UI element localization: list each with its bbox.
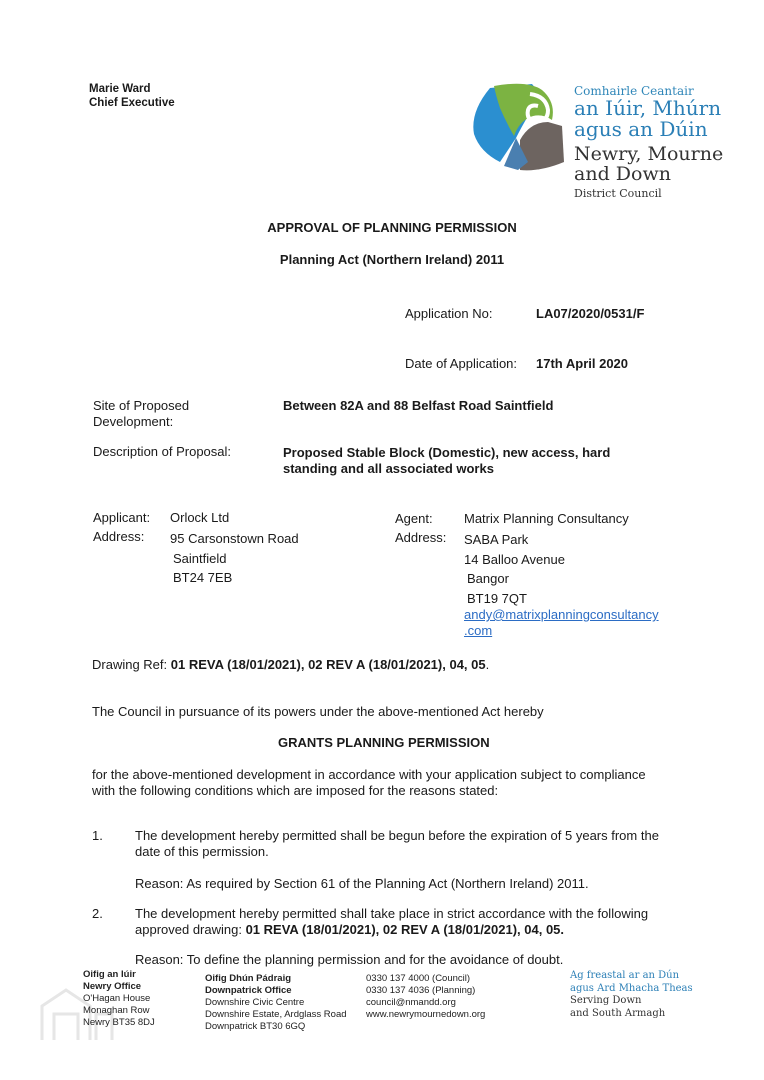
footer-downpatrick-line: Downpatrick BT30 6GQ bbox=[205, 1021, 306, 1032]
agent-name: Matrix Planning Consultancy bbox=[464, 511, 629, 526]
condition-number: 2. bbox=[92, 906, 103, 921]
footer-downpatrick-line: Downshire Estate, Ardglass Road bbox=[205, 1009, 347, 1020]
condition-text bbox=[135, 906, 695, 938]
site-value: Between 82A and 88 Belfast Road Saintfield bbox=[283, 398, 554, 413]
footer-tagline bbox=[570, 970, 693, 1020]
signatory bbox=[89, 82, 175, 110]
applicant-address-label: Address: bbox=[93, 529, 145, 544]
footer-phone-planning: 0330 137 4036 (Planning) bbox=[366, 985, 476, 996]
agent-address-line: SABA Park bbox=[464, 532, 529, 547]
footer-website[interactable]: www.newrymournedown.org bbox=[366, 1009, 486, 1020]
drawing-ref bbox=[92, 657, 489, 673]
document-title: APPROVAL OF PLANNING PERMISSION bbox=[267, 220, 517, 235]
drawing-ref-value: 01 REVA (18/01/2021), 02 REV A (18/01/2021), 04, 05 bbox=[170, 657, 486, 672]
applicant-address-line: 95 Carsonstown Road bbox=[170, 531, 299, 546]
condition-text-line2 bbox=[135, 922, 695, 938]
conditions-intro bbox=[92, 767, 692, 799]
logo-english-line3: District Council bbox=[574, 187, 662, 200]
footer-tagline-english2: and South Armagh bbox=[570, 1007, 666, 1019]
agent-address-line: 14 Balloo Avenue bbox=[464, 551, 565, 567]
footer-newry-office bbox=[83, 969, 155, 1029]
condition-text bbox=[135, 828, 695, 860]
condition-reason: Reason: As required by Section 61 of the Planning Act (Northern Ireland) 2011. bbox=[135, 876, 589, 891]
footer-email[interactable]: council@nmandd.org bbox=[366, 997, 456, 1008]
condition-text-line1: The development hereby permitted shall take place in strict accordance with the following bbox=[135, 906, 649, 921]
council-logo-icon bbox=[470, 82, 570, 174]
signatory-name: Marie Ward bbox=[89, 83, 151, 95]
logo-english-line1: Newry, Mourne bbox=[574, 143, 724, 165]
application-no-label: Application No: bbox=[405, 306, 493, 321]
footer-newry-irish: Oifig an Iúir bbox=[83, 969, 136, 980]
condition-text-line2-bold: 01 REVA (18/01/2021), 02 REV A (18/01/2021), 04, 05. bbox=[245, 922, 565, 937]
condition-reason: Reason: To define the planning permission and for the avoidance of doubt. bbox=[135, 952, 564, 967]
council-logo-text bbox=[574, 84, 723, 200]
condition-number: 1. bbox=[92, 828, 103, 843]
agent-address-line: Bangor bbox=[467, 571, 509, 586]
logo-irish-line1: an Iúir, Mhúrn bbox=[574, 96, 722, 120]
footer-downpatrick-office bbox=[205, 973, 347, 1033]
footer-newry-line: O'Hagan House bbox=[83, 993, 151, 1004]
site-label bbox=[93, 398, 189, 430]
agent-address-line: BT19 7QT bbox=[467, 590, 527, 606]
applicant-address bbox=[170, 529, 299, 588]
application-date-label: Date of Application: bbox=[405, 356, 518, 371]
footer-downpatrick-line: Downshire Civic Centre bbox=[205, 997, 305, 1008]
intro-text: The Council in pursuance of its powers under the above-mentioned Act hereby bbox=[92, 704, 544, 719]
drawing-ref-end: . bbox=[485, 657, 490, 672]
application-no-value: LA07/2020/0531/F bbox=[536, 306, 645, 321]
conditions-intro-line2: with the following conditions which are imposed for the reasons stated: bbox=[92, 783, 499, 798]
footer-tagline-english1: Serving Down bbox=[570, 995, 642, 1006]
application-date-value: 17th April 2020 bbox=[536, 356, 629, 371]
logo-irish-line2: agus an Dúin bbox=[574, 117, 708, 141]
applicant-name: Orlock Ltd bbox=[170, 510, 230, 525]
footer-downpatrick-title: Downpatrick Office bbox=[205, 985, 292, 996]
condition-text-line1: The development hereby permitted shall be begun before the expiration of 5 years from the bbox=[135, 828, 659, 843]
document-act: Planning Act (Northern Ireland) 2011 bbox=[279, 252, 505, 267]
footer-newry-line: Monaghan Row bbox=[83, 1005, 150, 1016]
footer-newry-line: Newry BT35 8DJ bbox=[83, 1017, 155, 1028]
description-label: Description of Proposal: bbox=[93, 444, 232, 459]
footer-downpatrick-irish: Oifig Dhún Pádraig bbox=[205, 973, 292, 984]
description-value-line1: Proposed Stable Block (Domestic), new access, hard bbox=[283, 445, 611, 460]
footer-phone-council: 0330 137 4000 (Council) bbox=[366, 973, 471, 984]
conditions-intro-line1: for the above-mentioned development in accordance with your application subject to compliance bbox=[92, 767, 646, 782]
footer-newry-title: Newry Office bbox=[83, 981, 142, 992]
agent-address-label: Address: bbox=[395, 530, 447, 545]
agent-email-link[interactable] bbox=[464, 607, 659, 639]
site-label-line2: Development: bbox=[93, 414, 174, 429]
grants-heading: GRANTS PLANNING PERMISSION bbox=[278, 735, 490, 750]
signatory-role: Chief Executive bbox=[89, 97, 175, 109]
applicant-label: Applicant: bbox=[93, 510, 151, 525]
condition-text-line2-pre: approved drawing: bbox=[135, 922, 246, 937]
drawing-ref-label: Drawing Ref: bbox=[92, 657, 168, 672]
footer-tagline-irish2: agus Ard Mhacha Theas bbox=[570, 982, 693, 994]
site-label-line1: Site of Proposed bbox=[93, 398, 190, 413]
agent-address bbox=[464, 530, 565, 608]
applicant-address-line: BT24 7EB bbox=[173, 570, 233, 585]
agent-email-line1: andy@matrixplanningconsultancy bbox=[464, 607, 659, 622]
logo-english-line2: and Down bbox=[574, 163, 671, 185]
agent-label: Agent: bbox=[395, 511, 433, 526]
description-value-line2: standing and all associated works bbox=[283, 461, 494, 476]
footer-contact bbox=[366, 973, 485, 1021]
logo-irish-small: Comhairle Ceantair bbox=[574, 84, 694, 98]
footer-tagline-irish1: Ag freastal ar an Dún bbox=[570, 970, 680, 981]
description-value bbox=[283, 445, 610, 477]
applicant-address-line: Saintfield bbox=[173, 550, 227, 566]
condition-text-line2: date of this permission. bbox=[135, 844, 269, 859]
agent-email-line2: .com bbox=[464, 623, 493, 638]
